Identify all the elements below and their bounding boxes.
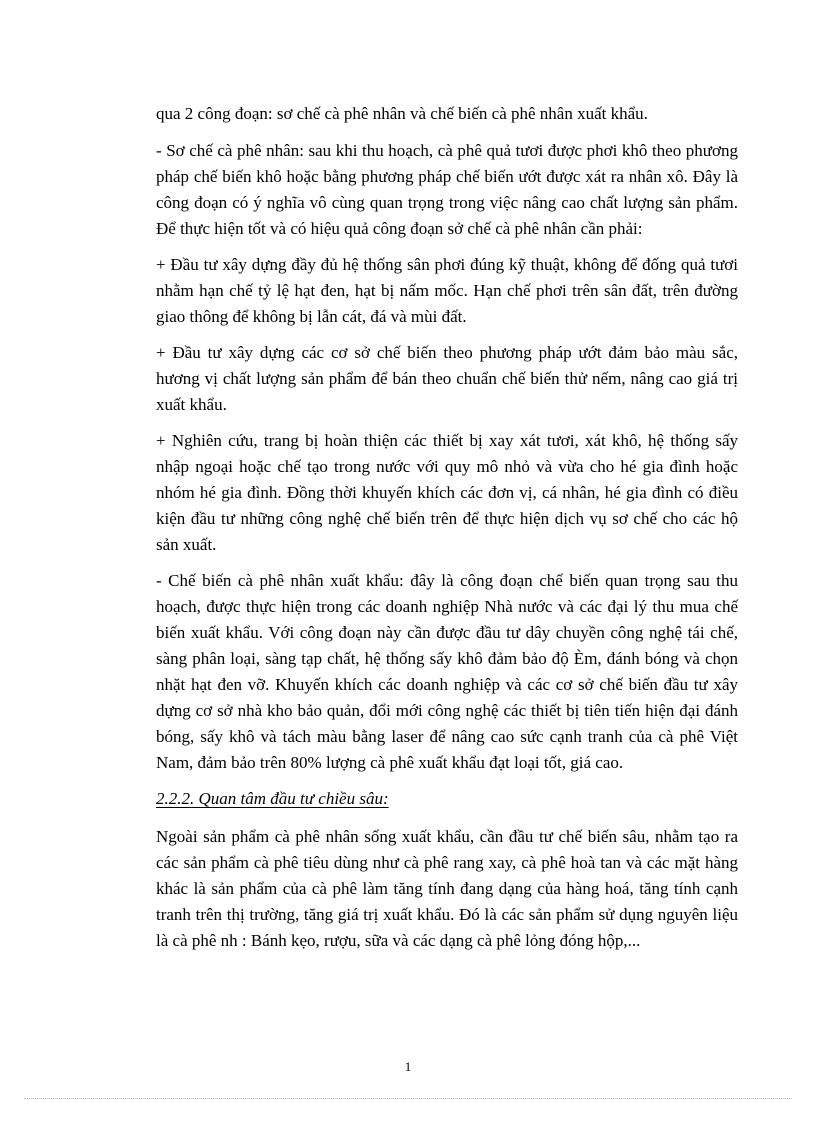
paragraph-intro: qua 2 công đoạn: sơ chế cà phê nhân và chế biến cà phê nhân xuất khẩu.	[156, 104, 648, 123]
paragraph-nghien-cuu: + Nghiên cứu, trang bị hoàn thiện các thiết bị xay xát tươi, xát khô, hệ thống sấy nhập ngoại hoặc chế tạo trong nước với quy mô nhỏ và vừa cho hé gia đình hoặc nhóm hé gia đình. Đồng thời khuyến khích các đơn vị, cá nhân, hé gia đình có điều kiện đầu tư những công nghệ chế biến trên để thực hiện dịch vụ sơ chế cho các hộ sản xuất.	[156, 431, 738, 554]
paragraph-san-phoi: + Đầu tư xây dựng đầy đủ hệ thống sân phơi đúng kỹ thuật, không để đống quả tươi nhằm hạn chế tỷ lệ hạt đen, hạt bị nấm mốc. Hạn chế phơi trên sân đất, trên đường giao thông để không bị lẫn cát, đá và mùi đất.	[156, 255, 738, 326]
page-bottom-divider	[24, 1098, 792, 1099]
document-body	[156, 101, 738, 964]
paragraph-so-che: - Sơ chế cà phê nhân: sau khi thu hoạch, cà phê quả tươi được phơi khô theo phương pháp chế biến khô hoặc bằng phương pháp chế biến ướt được xát ra nhân xô. Đây là công đoạn có ý nghĩa vô cùng quan trọng trong việc nâng cao chất lượng sản phẩm. Để thực hiện tốt và có hiệu quả công đoạn sở chế cà phê nhân cần phải:	[156, 141, 738, 238]
section-heading: 2.2.2. Quan tâm đầu tư chiều sâu:	[156, 789, 389, 808]
paragraph-dau-tu-chieu-sau: Ngoài sản phẩm cà phê nhân sống xuất khẩu, cần đầu tư chế biến sâu, nhằm tạo ra các sản phẩm cà phê tiêu dùng như cà phê rang xay, cà phê hoà tan và các mặt hàng khác là sản phẩm của cà phê làm tăng tính đang dạng của hàng hoá, tăng tính cạnh tranh trên thị trường, tăng giá trị xuất khẩu. Đó là các sản phẩm sử dụng nguyên liệu là cà phê nh : Bánh kẹo, rượu, sữa và các dạng cà phê lỏng đóng hộp,...	[156, 827, 738, 950]
paragraph-che-bien-xuat-khau: - Chế biến cà phê nhân xuất khẩu: đây là công đoạn chế biến quan trọng sau thu hoạch, được thực hiện trong các doanh nghiệp Nhà nước và các đại lý thu mua chế biến xuất khẩu. Với công đoạn này cần được đầu tư dây chuyền công nghệ tái chế, sàng phân loại, sàng tạp chất, hệ thống sấy khô đảm bảo độ Èm, đánh bóng và chọn nhặt hạt đen vỡ. Khuyến khích các doanh nghiệp và các cơ sở chế biến đầu tư xây dựng cơ sở nhà kho bảo quản, đổi mới công nghệ các thiết bị tiên tiến hiện đại đánh bóng, sấy khô và tách màu bằng laser để nâng cao sức cạnh tranh của cà phê Việt Nam, đảm bảo trên 80% lượng cà phê xuất khẩu đạt loại tốt, giá cao.	[156, 571, 738, 772]
paragraph-co-so-che-bien: + Đầu tư xây dựng các cơ sở chế biến theo phương pháp ướt đảm bảo màu sắc, hương vị chất lượng sản phẩm để bán theo chuẩn chế biến thử nếm, nâng cao giá trị xuất khẩu.	[156, 343, 738, 414]
page-number: 1	[404, 1059, 412, 1074]
